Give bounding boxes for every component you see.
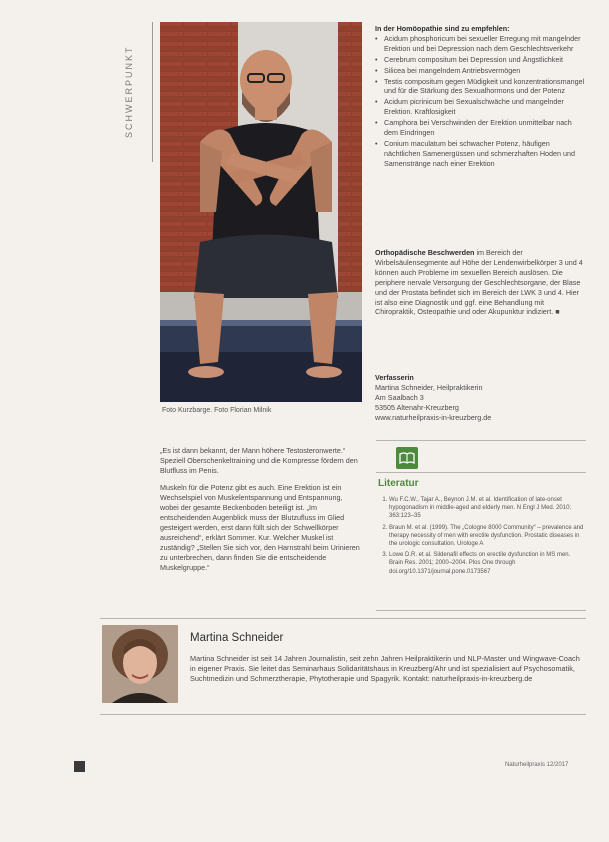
homeopathy-item: • Acidum picrinicum bei Sexualschwäche und mangelnder Erektion. Kraftlosigkeit	[375, 97, 585, 117]
orthopedic-text: im Bereich der Wirbelsäulensegmente auf Höhe der Lendenwirbelkörper 3 und 4 können auch Probleme im sexuellen Bereich auslösen. Die periphere nervale Versorgung der Geschlechtsorgane, der Blase und der Prostata befindet sich im Bereich der LWK 3 und 4. Hier ist also eine Diagnostik und ggf. eine Behandlung mit Chiropraktik, Osteopathie und oder Akupunktur indiziert.	[375, 248, 583, 317]
orthopedic-section	[375, 248, 585, 317]
author-contact	[375, 373, 585, 423]
literature-rule-top	[376, 440, 586, 441]
homeopathy-item: • Cerebrum compositum bei Depression und Ängstlichkeit	[375, 55, 585, 65]
author-contact-lines	[375, 383, 585, 423]
book-icon	[396, 447, 418, 469]
article-body	[160, 446, 362, 580]
photo-caption: Foto Kurzbarge. Foto Florian Milnik	[162, 407, 272, 414]
literature-rule-bottom	[376, 610, 586, 611]
homeopathy-heading: In der Homöopathie sind zu empfehlen:	[375, 24, 510, 33]
homeopathy-item: • Acidum phosphoricum bei sexueller Erregung mit mangelnder Erektion und bei Depression nach dem Geschlechtsverkehr	[375, 34, 585, 54]
homeopathy-section	[375, 24, 585, 170]
orthopedic-lead: Orthopädische Beschwerden	[375, 248, 475, 257]
author-contact-line[interactable]: www.naturheilpraxis-in-kreuzberg.de	[375, 412, 492, 422]
end-mark: ■	[555, 307, 560, 317]
author-contact-line: Martina Schneider, Heilpraktikerin	[375, 382, 483, 392]
author-photo	[102, 625, 178, 703]
literature-item: 1. Wu F.C.W., Tajar A., Beynon J.M. et al. Identification of late-onset hypogonadism in middle-aged and elderly men. N Engl J Med. 2010; 363:123–35	[389, 496, 584, 521]
section-divider	[152, 22, 153, 162]
issue-footer: Naturheilpraxis 12/2017	[505, 762, 569, 768]
author-box-rule-top	[100, 618, 586, 619]
literature-item: 3. Lowe D.R. et al. Sildenafil effects on erectile dysfunction in MS men. Brain Res. 2001; 2000–2004. Plos One through doi.org/10.1371/journal.pone.0173567	[389, 551, 584, 576]
literature-title: Literatur	[378, 478, 419, 489]
literature-rule	[376, 472, 586, 473]
article-paragraph: „Es ist dann bekannt, der Mann höhere Testosteronwerte.“ Speziell Oberschenkeltraining und die Kompresse fördern den Blutfluss im Penis.	[160, 446, 358, 475]
homeopathy-list	[375, 34, 585, 169]
article-paragraph: Muskeln für die Potenz gibt es auch. Eine Erektion ist ein Wechselspiel von Muskelentspannung und Entspannung, wobei der gesamte Beckenboden beteiligt ist. „Im entscheidenden Augenblick muss der Blutzufluss im Glied gesteigert werden, erst dann füllt sich der Schwellkörper ausreichend“, erklärt Sommer. Kur. Welcher Muskel ist zuständig? „Stellen Sie sich vor, den Harnstrahl beim Urinieren zu unterbrechen, dann finden Sie die entscheidende Muskelgruppe.“	[160, 483, 360, 572]
main-photo	[160, 22, 362, 402]
author-contact-line: Am Saalbach 3	[375, 392, 424, 402]
homeopathy-item: • Testis compositum gegen Müdigkeit und konzentrationsmangel und für die Stärkung des Sexualhormons und der Potenz	[375, 77, 585, 97]
literature-item: 2. Braun M. et al. (1999). The „Cologne 8000 Community“ – prevalence and therapy necessity of men with erectile dysfunction. Prostatic diseases in the urologic consultation. Urologe A	[389, 524, 584, 549]
author-name: Martina Schneider	[190, 632, 284, 644]
homeopathy-item: • Silicea bei mangelndem Antriebsvermögen	[375, 66, 585, 76]
author-contact-heading: Verfasserin	[375, 373, 414, 382]
literature-list	[378, 496, 584, 579]
author-contact-line: 53505 Altenahr-Kreuzberg	[375, 402, 459, 412]
section-label: SCHWERPUNKT	[124, 45, 134, 139]
author-bio: Martina Schneider ist seit 14 Jahren Journalistin, seit zehn Jahren Heilpraktikerin und NLP-Master und Wingwave-Coach in eigener Praxis. Sie leitet das Seminarhaus Solidaritätshaus in Kreuzberg/Ahr und ist spezialisiert auf Psychosomatik, Suchtmedizin und Schmerztherapie, Phytotherapie und Spagyrik. Kontakt: naturheilpraxis-in-kreuzberg.de	[190, 654, 580, 683]
page-number-mark	[74, 761, 85, 772]
author-box-rule-bottom	[100, 714, 586, 715]
homeopathy-item: • Conium maculatum bei schwacher Potenz, häufigen nächtlichen Samenergüssen und schmerzhaften Hoden und Samenstränge nach einer Erektion	[375, 139, 585, 169]
homeopathy-item: • Camphora bei Verschwinden der Erektion unmittelbar nach dem Eindringen	[375, 118, 585, 138]
